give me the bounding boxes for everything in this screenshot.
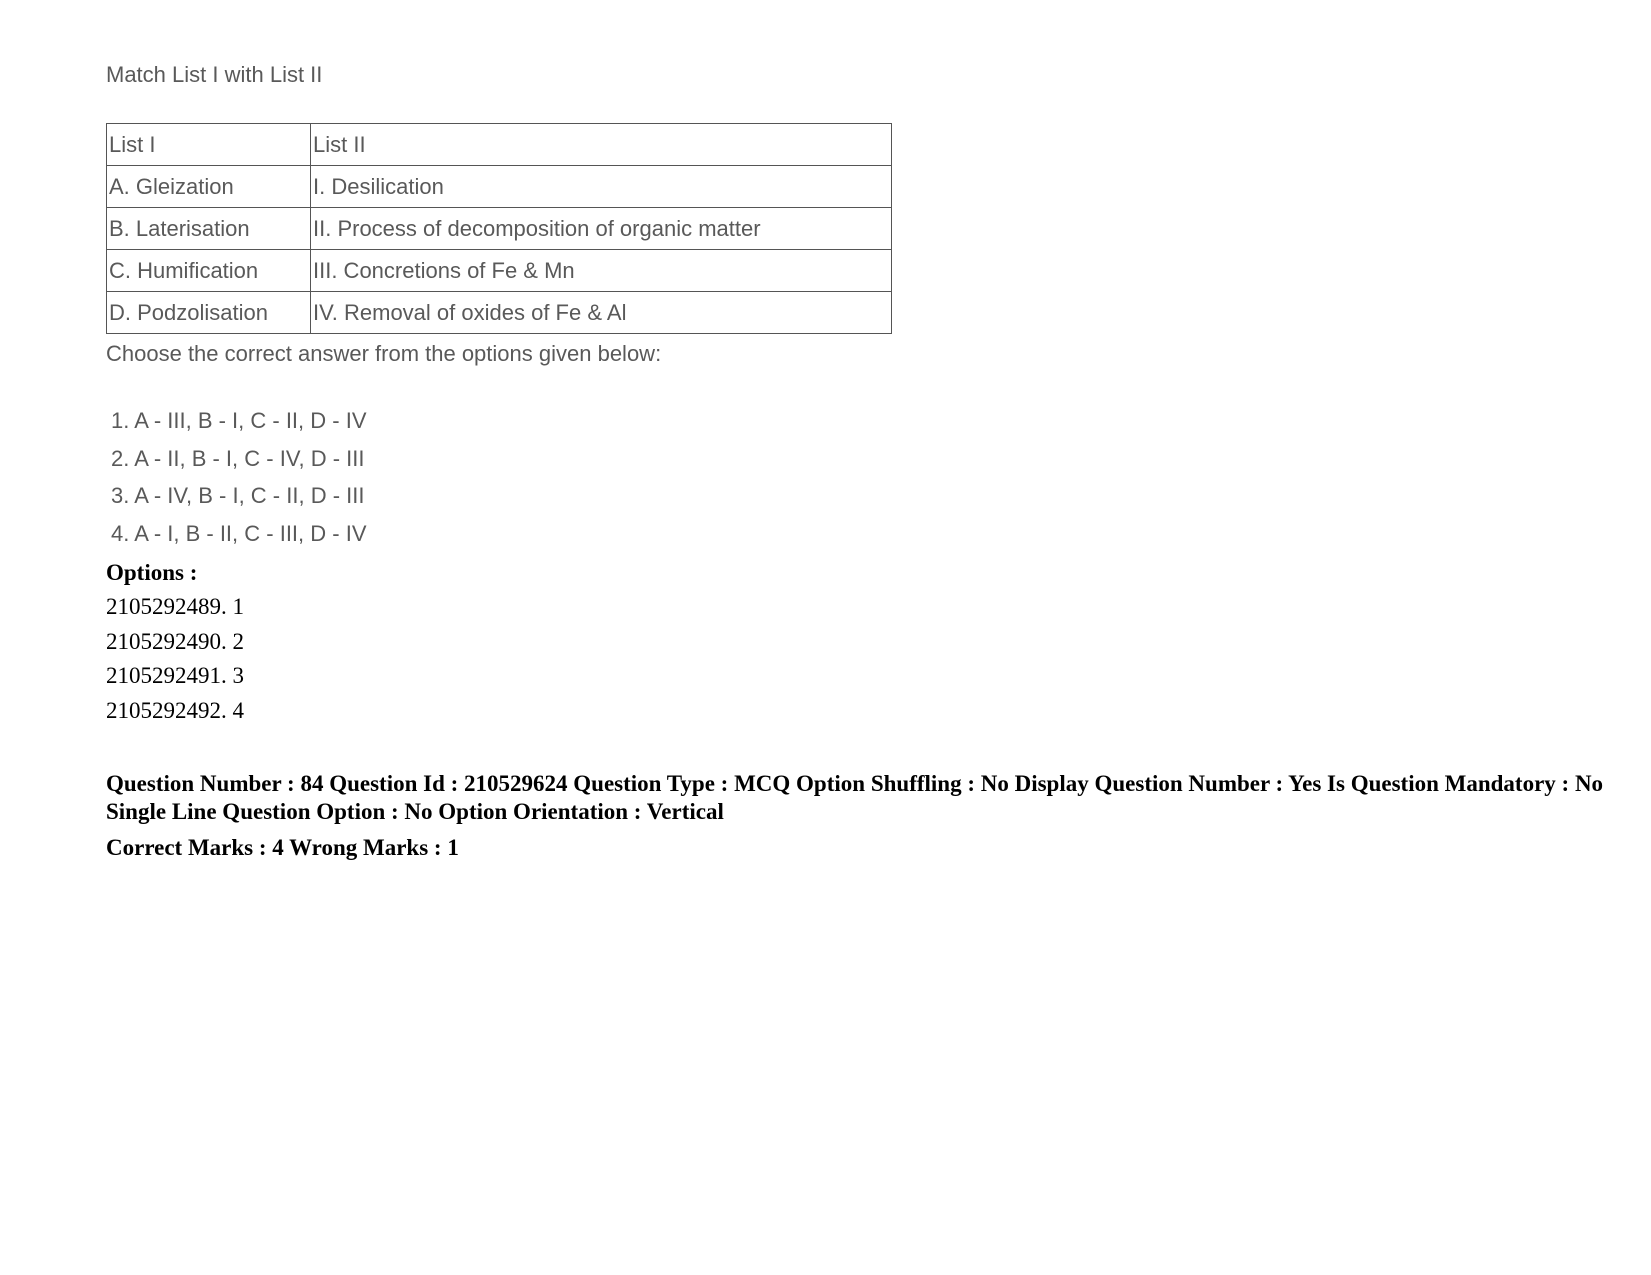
table-cell: I. Desilication (311, 166, 892, 208)
table-header-cell: List I (107, 124, 311, 166)
table-cell: II. Process of decomposition of organic matter (311, 208, 892, 250)
option-item: 2105292490. 2 (106, 628, 244, 654)
question-image (106, 60, 906, 547)
table-header-cell: List II (311, 124, 892, 166)
options-heading: Options : (106, 560, 198, 585)
table-cell: IV. Removal of oxides of Fe & Al (311, 292, 892, 334)
question-prompt: Match List I with List II (106, 62, 323, 87)
table-cell: A. Gleization (107, 166, 311, 208)
table-cell: III. Concretions of Fe & Mn (311, 250, 892, 292)
match-table (106, 123, 892, 334)
table-header-row (107, 124, 892, 166)
answer-list (111, 402, 367, 553)
answer-item: 4. A - I, B - II, C - III, D - IV (111, 521, 367, 547)
question-metadata: Question Number : 84 Question Id : 210529624 Question Type : MCQ Option Shuffling : No Display Question Number : Yes Is Question Mandatory : No Single Line Question Option : No Option Orientation : Vertical (106, 771, 1604, 824)
answer-item: 1. A - III, B - I, C - II, D - IV (111, 408, 367, 433)
table-cell: C. Humification (107, 250, 311, 292)
table-row (107, 208, 892, 250)
table-cell: D. Podzolisation (107, 292, 311, 334)
answer-item: 3. A - IV, B - I, C - II, D - III (111, 483, 365, 509)
question-instruction: Choose the correct answer from the options given below: (106, 341, 662, 366)
table-row (107, 292, 892, 334)
table-cell: B. Laterisation (107, 208, 311, 250)
option-item: 2105292491. 3 (106, 663, 244, 688)
marks-info: Correct Marks : 4 Wrong Marks : 1 (106, 835, 459, 860)
answer-item: 2. A - II, B - I, C - IV, D - III (111, 445, 365, 471)
option-item: 2105292489. 1 (106, 594, 244, 619)
option-item: 2105292492. 4 (106, 697, 244, 723)
table-row (107, 250, 892, 292)
table-row (107, 166, 892, 208)
options-block (106, 556, 244, 728)
